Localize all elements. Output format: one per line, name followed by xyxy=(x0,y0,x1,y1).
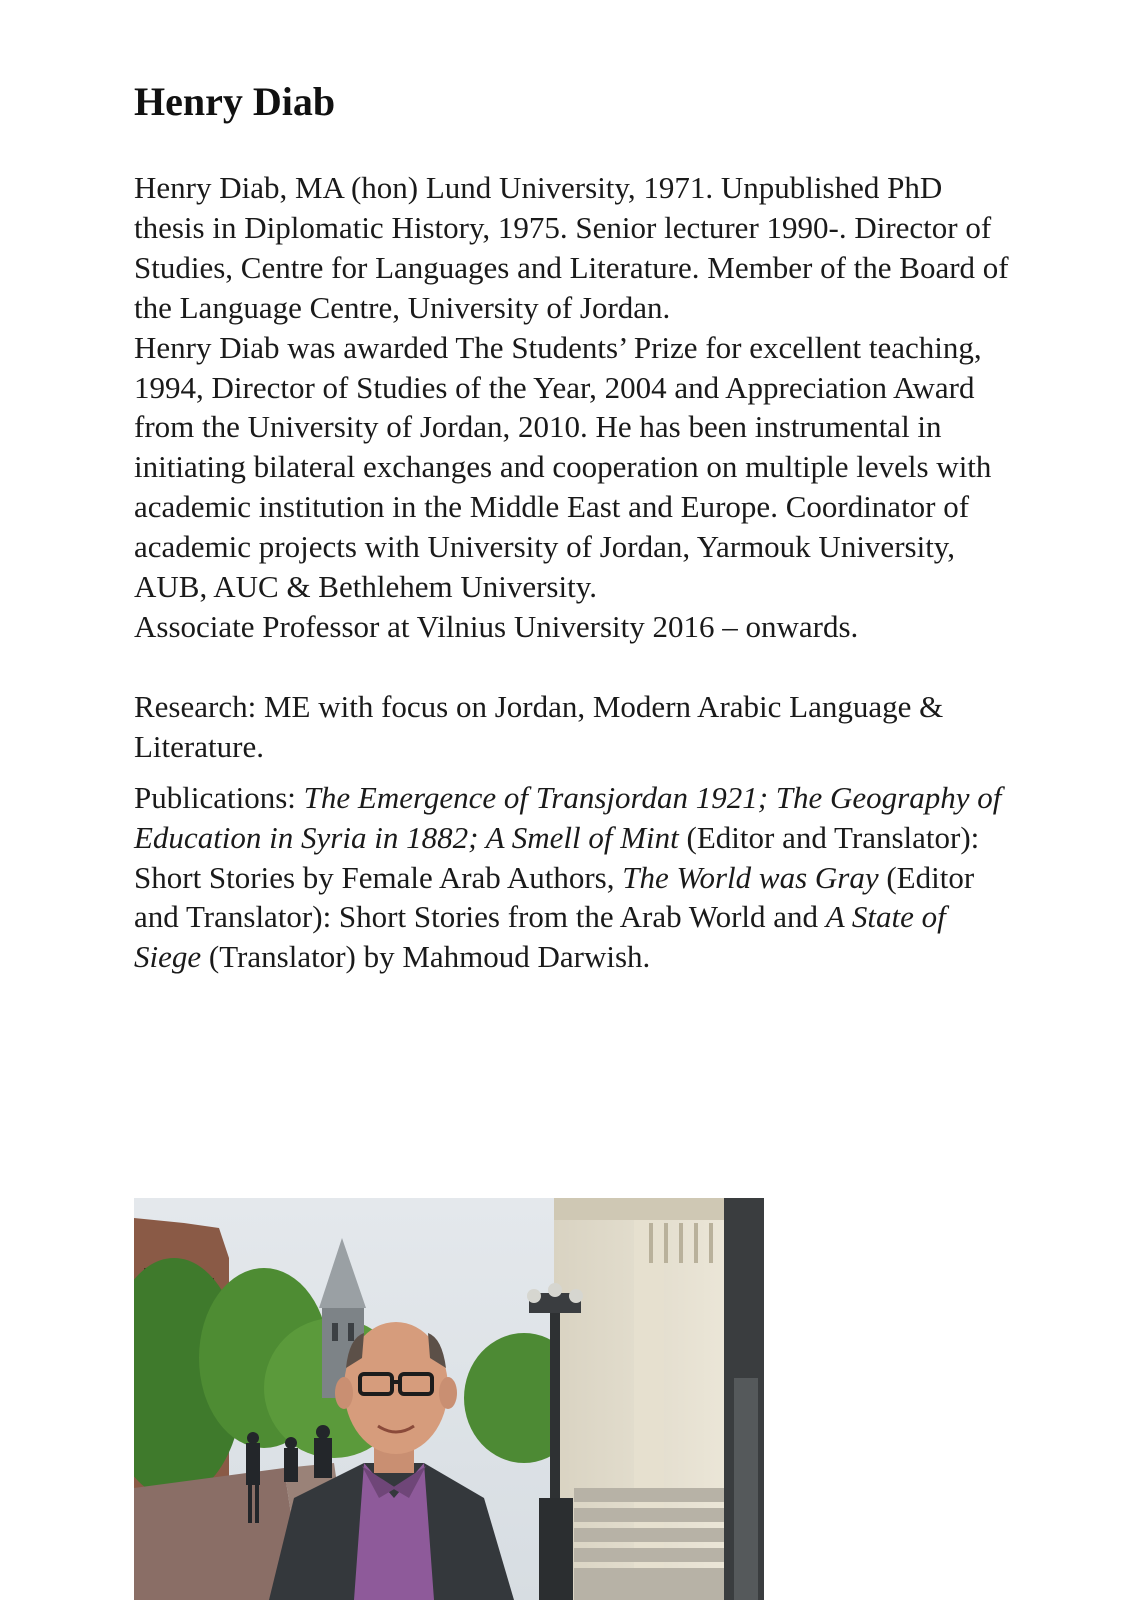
publication-title: The Emergence of Transjordan 1921; The Geography of Education in Syria in 1882; A Smell of Mint xyxy=(134,779,1002,855)
bio-paragraph-education: Henry Diab, MA (hon) Lund University, 1971. Unpublished PhD thesis in Diplomatic History, 1975. Senior lecturer 1990-. Director of Studies, Centre for Languages and Literature. Member of the Board of the Language Centre, University of Jordan. xyxy=(134,170,1009,325)
research-paragraph: Research: ME with focus on Jordan, Modern Arabic Language & Literature. xyxy=(134,688,944,764)
bio-paragraph-position: Associate Professor at Vilnius University 2016 – onwards. xyxy=(134,608,859,644)
publication-text: (Editor and Translator): Short Stories by Female Arab Authors, xyxy=(134,819,980,895)
publications-paragraph xyxy=(134,778,1014,978)
publication-title: The World was Gray xyxy=(622,859,879,895)
portrait-photo xyxy=(134,1198,764,1600)
publication-text: (Translator) by Mahmoud Darwish. xyxy=(201,939,651,975)
page-title: Henry Diab xyxy=(134,79,336,124)
bio-section xyxy=(134,168,1014,647)
publication-title: A State of Siege xyxy=(134,899,946,975)
publication-text: (Editor and Translator): Short Stories from the Arab World and xyxy=(134,859,975,935)
document-page xyxy=(134,78,1014,977)
publications-label: Publications: xyxy=(134,779,304,815)
bio-paragraph-awards: Henry Diab was awarded The Students’ Prize for excellent teaching, 1994, Director of Studies of the Year, 2004 and Appreciation Award from the University of Jordan, 2010. He has been instrumental in initiating bilateral exchanges and cooperation on multiple levels with academic institution in the Middle East and Europe. Coordinator of academic projects with University of Jordan, Yarmouk University, AUB, AUC & Bethlehem University. xyxy=(134,329,992,605)
